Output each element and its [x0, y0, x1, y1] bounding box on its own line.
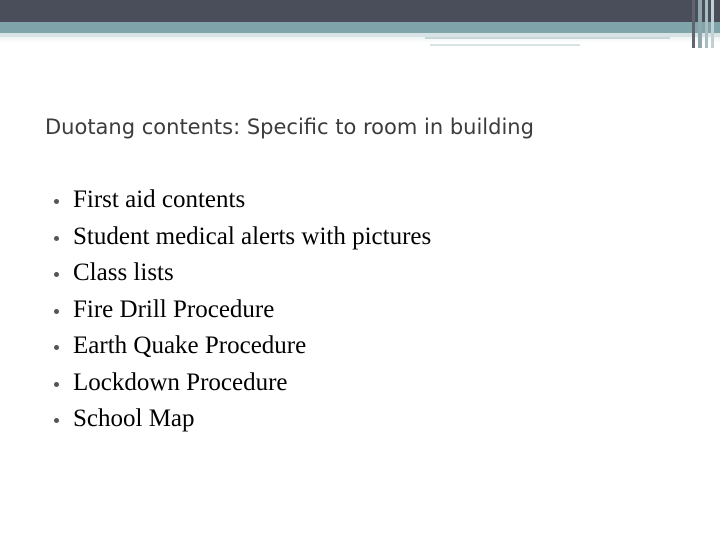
list-item: [50, 219, 431, 256]
list-item: [50, 255, 431, 292]
list-item-text: Earth Quake Procedure: [73, 332, 307, 359]
list-item: [50, 182, 431, 219]
header-band-teal: [0, 22, 720, 33]
header-accent-line: [425, 37, 670, 39]
bullet-icon: [54, 199, 59, 204]
header-stripe: [692, 0, 695, 48]
header-stripe: [705, 0, 708, 48]
list-item-text: Lockdown Procedure: [73, 368, 288, 396]
list-item-text: First aid contents: [73, 186, 246, 213]
list-item-text: Fire Drill Procedure: [73, 295, 275, 323]
header-band-dark: [0, 0, 720, 22]
slide-title: Duotang contents: Specific to room in building: [45, 115, 534, 139]
header-stripe: [698, 0, 702, 48]
list-item: [50, 401, 431, 438]
list-item: [50, 292, 431, 329]
list-item: [50, 328, 431, 365]
header-stripe: [711, 0, 714, 48]
bullet-icon: [54, 272, 59, 277]
bullet-icon: [54, 418, 59, 423]
list-item-text: Student medical alerts with pictures: [73, 222, 432, 250]
bullet-icon: [54, 345, 59, 350]
bullet-icon: [54, 309, 59, 314]
bullet-icon: [54, 236, 59, 241]
list-item: [50, 365, 431, 402]
header-accent-line: [430, 44, 580, 46]
list-item-text: School Map: [73, 405, 195, 432]
bullet-list: [50, 182, 431, 438]
bullet-icon: [54, 382, 59, 387]
list-item-text: Class lists: [73, 259, 174, 286]
